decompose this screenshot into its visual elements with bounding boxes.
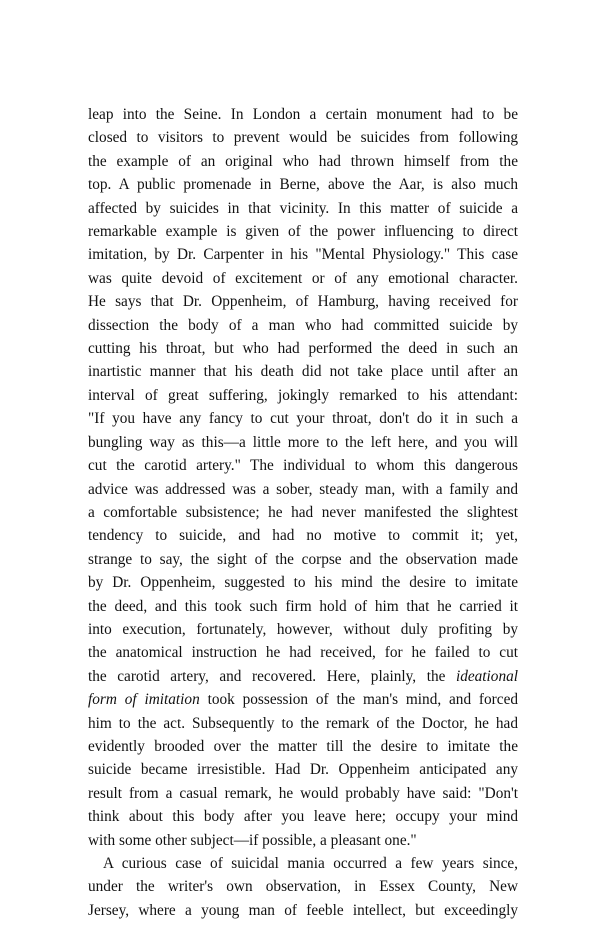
text-line: tendency to suicide, and had no motive to commit it; yet, — [88, 527, 518, 545]
text-line: bungling way as this—a little more to the left here, and you will — [88, 433, 518, 451]
text-line: imitation, by Dr. Carpenter in his "Mental Physiology." This case — [88, 246, 518, 264]
text-line: dissection the body of a man who had committed suicide by — [88, 316, 518, 334]
text-line: by Dr. Oppenheim, suggested to his mind the desire to imitate — [88, 574, 518, 592]
text-line: into execution, fortunately, however, without duly profiting by — [88, 620, 518, 638]
text-segment: the carotid artery, and recovered. Here, plainly, the — [88, 667, 456, 685]
text-line: result from a casual remark, he would probably have said: "Don't — [88, 784, 518, 802]
text-segment: took possession of the man's mind, and forced — [199, 691, 519, 709]
paragraph-1 — [88, 103, 518, 852]
text-line: strange to say, the sight of the corpse and the observation made — [88, 550, 518, 568]
text-line: with some other subject—if possible, a pleasant one." — [88, 831, 417, 849]
text-line: the example of an original who had thrown himself from the — [88, 152, 518, 170]
text-line: him to the act. Subsequently to the remark of the Doctor, he had — [88, 714, 518, 732]
text-line: top. A public promenade in Berne, above the Aar, is also much — [88, 176, 518, 194]
paragraph-2 — [88, 852, 518, 922]
text-line: inartistic manner that his death did not take place until after an — [88, 363, 518, 381]
text-line: suicide became irresistible. Had Dr. Oppenheim anticipated any — [88, 761, 518, 779]
text-line: "If you have any fancy to cut your throat, don't do it in such a — [88, 410, 518, 428]
text-line: interval of great suffering, jokingly remarked to his attendant: — [88, 386, 518, 404]
text-line: A curious case of suicidal mania occurred a few years since, — [103, 855, 518, 872]
text-line: a comfortable subsistence; he had never manifested the slightest — [88, 503, 518, 521]
italic-phrase: form of imitation — [88, 691, 200, 709]
text-line: cut the carotid artery." The individual to whom this dangerous — [88, 457, 518, 475]
text-line-with-italic — [88, 665, 518, 688]
text-line: affected by suicides in that vicinity. In this matter of suicide a — [88, 199, 518, 217]
text-line: think about this body after you leave here; occupy your mind — [88, 808, 518, 826]
text-line: was quite devoid of excitement or of any emotional character. — [88, 269, 518, 287]
body-text — [88, 103, 518, 922]
text-line: the anatomical instruction he had received, for he failed to cut — [88, 644, 518, 662]
text-line: advice was addressed was a sober, steady man, with a family and — [88, 480, 518, 498]
text-line: the deed, and this took such firm hold of him that he carried it — [88, 597, 518, 615]
text-line: leap into the Seine. In London a certain monument had to be — [88, 106, 518, 123]
text-line: remarkable example is given of the power influencing to direct — [88, 223, 518, 241]
text-line: Jersey, where a young man of feeble intellect, but exceedingly — [88, 901, 518, 919]
text-line: closed to visitors to prevent would be suicides from following — [88, 129, 518, 147]
text-line: under the writer's own observation, in Essex County, New — [88, 878, 518, 896]
text-line: cutting his throat, but who had performed the deed in such an — [88, 340, 518, 358]
text-line-with-italic — [88, 688, 518, 711]
text-line: evidently brooded over the matter till the desire to imitate the — [88, 737, 518, 755]
text-line: He says that Dr. Oppenheim, of Hamburg, having received for — [88, 293, 518, 311]
italic-phrase: ideational — [455, 667, 518, 685]
